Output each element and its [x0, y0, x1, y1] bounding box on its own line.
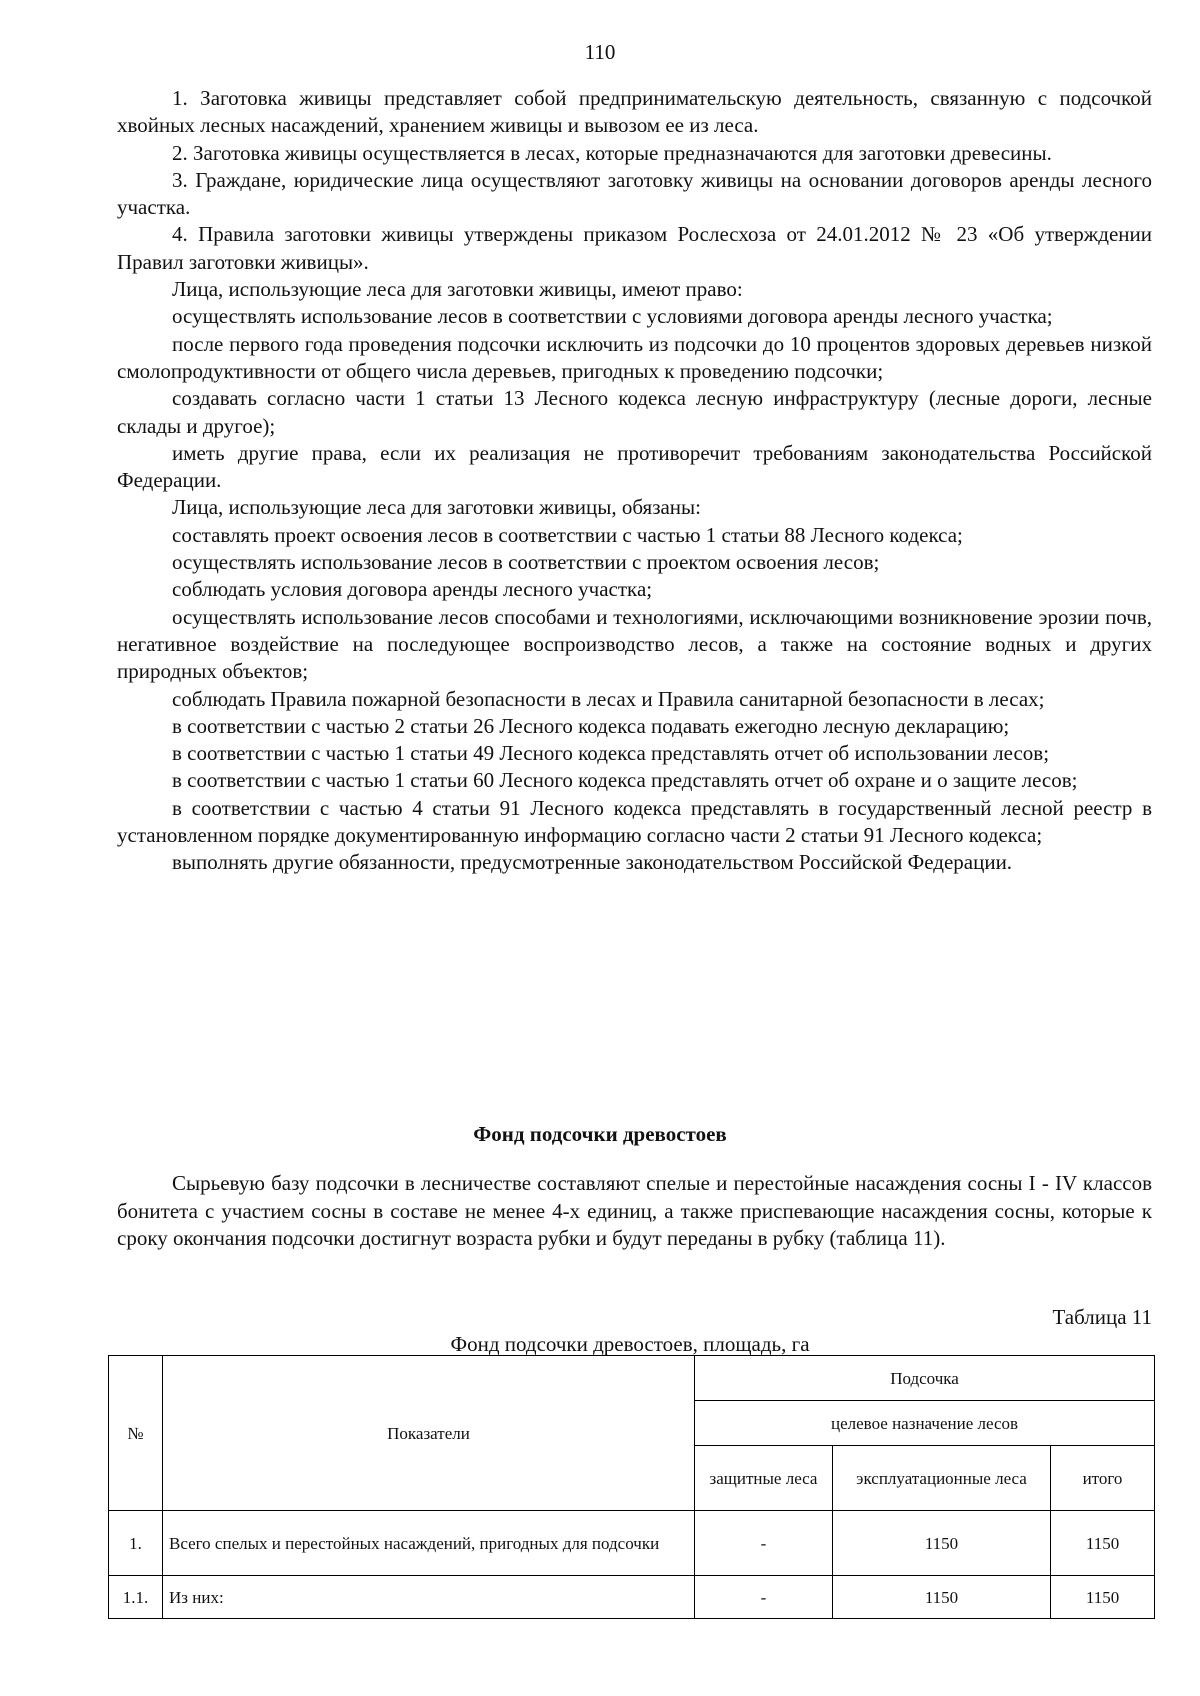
paragraph: в соответствии с частью 2 статьи 26 Лесного кодекса подавать ежегодно лесную декларацию; — [172, 713, 1010, 738]
header-protective: защитные леса — [695, 1446, 833, 1511]
paragraph: в соответствии с частью 1 статьи 49 Лесного кодекса представлять отчет об использовании лесов; — [172, 741, 1050, 766]
header-total: итого — [1051, 1446, 1155, 1511]
paragraph: 2. Заготовка живицы осуществляется в лесах, которые предназначаются для заготовки древесины. — [172, 140, 1052, 165]
paragraph: осуществлять использование лесов в соответствии с условиями договора аренды лесного участка; — [172, 304, 1053, 329]
table-row — [109, 1576, 1155, 1619]
paragraph: 1. Заготовка живицы представляет собой предпринимательскую деятельность, связанную с подсочкой хвойных лесных насаждений, хранением живицы и вывозом ее из леса. — [117, 86, 1152, 138]
paragraph: соблюдать условия договора аренды лесного участка; — [172, 577, 653, 602]
row-num: 1. — [109, 1511, 163, 1576]
intro-paragraph: Сырьевую базу подсочки в лесничестве составляют спелые и перестойные насаждения сосны I - IV классов бонитета с участием сосны в составе не менее 4-х единиц, а также приспевающие насаждения сосны, которые к сроку окончания подсочки достигнут возраста рубки и будут переданы в рубку (таблица 11). — [117, 1171, 1152, 1250]
header-num: № — [109, 1356, 163, 1511]
header-group: Подсочка — [695, 1356, 1155, 1401]
section-title: Фонд подсочки древостоев — [473, 1122, 727, 1146]
header-indicator: Показатели — [163, 1356, 695, 1511]
header-subgroup: целевое назначение лесов — [695, 1401, 1155, 1446]
paragraph: в соответствии с частью 1 статьи 60 Лесного кодекса представлять отчет об охране и о защите лесов; — [172, 768, 1078, 793]
table-label: Таблица 11 — [1052, 1305, 1152, 1329]
paragraph: 4. Правила заготовки живицы утверждены приказом Рослесхоза от 24.01.2012 № 23 «Об утверждении Правил заготовки живицы». — [117, 222, 1152, 274]
row-exploitation: 1150 — [833, 1576, 1051, 1619]
paragraph: иметь другие права, если их реализация не противоречит требованиям законодательства Российской Федерации. — [117, 440, 1152, 493]
row-name: Из них: — [163, 1576, 695, 1619]
paragraph: создавать согласно части 1 статьи 13 Лесного кодекса лесную инфраструктуру (лесные дороги, лесные склады и другое); — [117, 386, 1152, 438]
page-number: 110 — [584, 40, 616, 64]
paragraph: соблюдать Правила пожарной безопасности в лесах и Правила санитарной безопасности в лесах; — [172, 686, 1045, 711]
row-exploitation: 1150 — [833, 1511, 1051, 1576]
paragraph: составлять проект освоения лесов в соответствии с частью 1 статьи 88 Лесного кодекса; — [172, 522, 963, 547]
row-protective: - — [695, 1511, 833, 1576]
body-text — [117, 85, 1152, 877]
paragraph: Лица, использующие леса для заготовки живицы, обязаны: — [172, 495, 701, 520]
paragraph: Лица, использующие леса для заготовки живицы, имеют право: — [172, 277, 743, 302]
paragraph: осуществлять использование лесов способами и технологиями, исключающими возникновение эрозии почв, негативное воздействие на последующее воспроизводство лесов, а также на состояние водных и других природных объектов; — [117, 604, 1152, 684]
fund-table — [108, 1355, 1155, 1619]
paragraph: выполнять другие обязанности, предусмотренные законодательством Российской Федерации. — [172, 850, 1013, 875]
paragraph: 3. Граждане, юридические лица осуществляют заготовку живицы на основании договоров аренды лесного участка. — [117, 167, 1152, 220]
paragraph: в соответствии с частью 4 статьи 91 Лесного кодекса представлять в государственный лесной реестр в установленном порядке документированную информацию согласно части 2 статьи 91 Лесного кодекса; — [117, 795, 1152, 848]
paragraph: после первого года проведения подсочки исключить из подсочки до 10 процентов здоровых деревьев низкой смолопродуктивности от общего числа деревьев, пригодных к проведению подсочки; — [117, 331, 1152, 383]
row-total: 1150 — [1051, 1511, 1155, 1576]
row-total: 1150 — [1051, 1576, 1155, 1619]
paragraph: осуществлять использование лесов в соответствии с проектом освоения лесов; — [172, 550, 880, 575]
header-exploitation: эксплуатационные леса — [833, 1446, 1051, 1511]
table-caption: Фонд подсочки древостоев, площадь, га — [450, 1332, 810, 1356]
row-num: 1.1. — [109, 1576, 163, 1619]
table-row — [109, 1511, 1155, 1576]
row-name: Всего спелых и перестойных насаждений, пригодных для подсочки — [163, 1511, 695, 1576]
row-protective: - — [695, 1576, 833, 1619]
